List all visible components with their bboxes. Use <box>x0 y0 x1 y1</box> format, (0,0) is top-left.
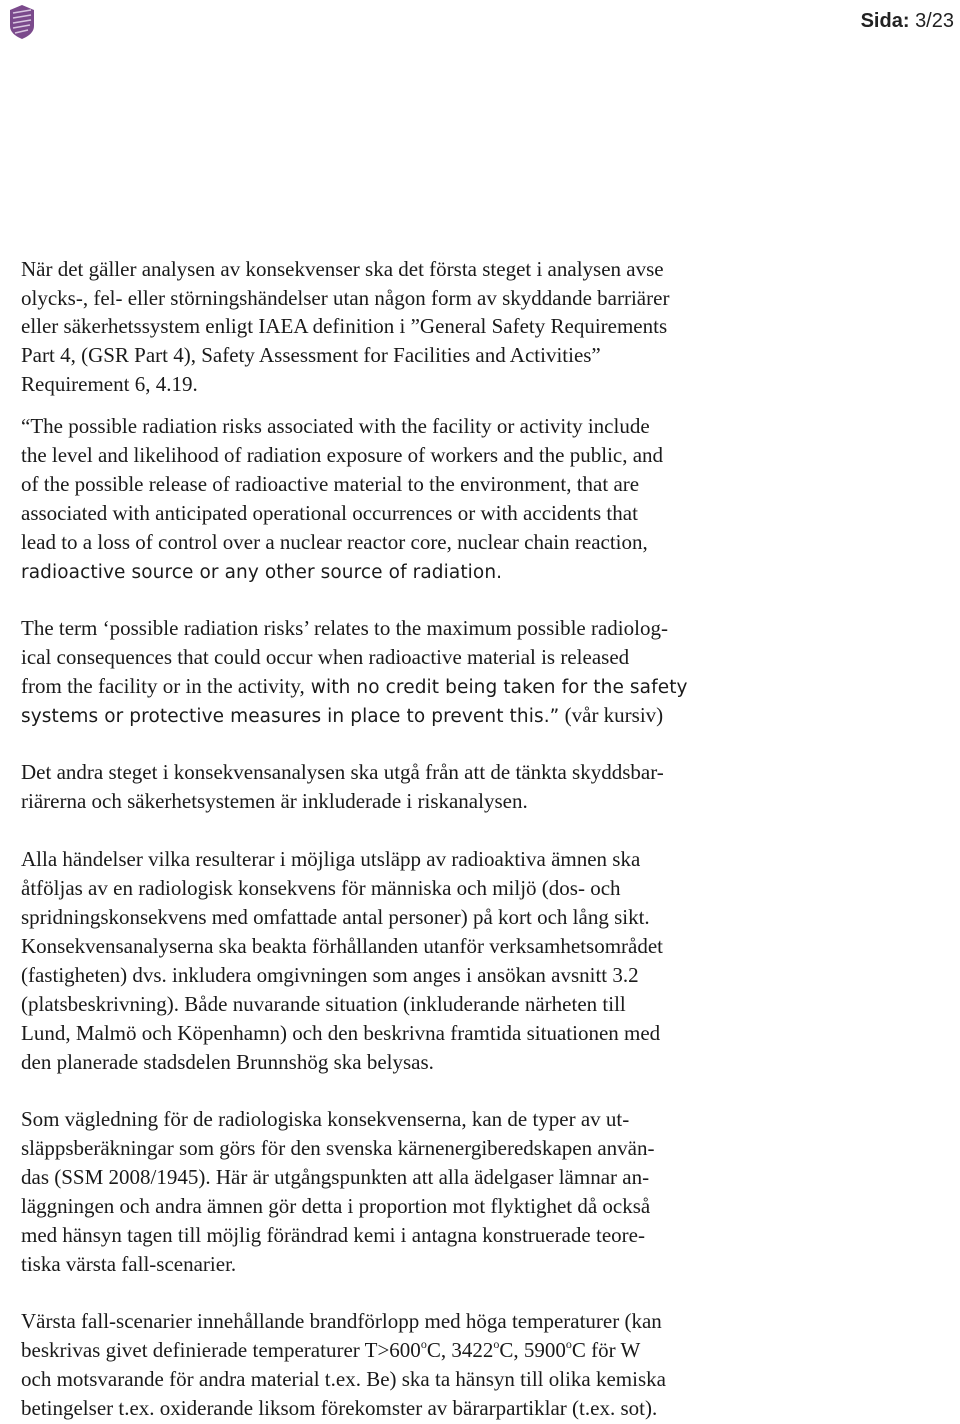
body-line: När det gäller analysen av konsekvenser ska det första steget i analysen avse <box>21 257 664 281</box>
quote-line: The term ‘possible radiation risks’ relates to the maximum possible radiolog- <box>21 616 668 640</box>
body-line: Konsekvensanalyserna ska beakta förhållanden utanför verksamhetsområdet <box>21 934 664 958</box>
quote-text: from the facility or in the activity, <box>21 674 305 698</box>
body-line: Part 4, (GSR Part 4), Safety Assessment for Facilities and Activities” <box>21 343 601 367</box>
quote-line: ical consequences that could occur when radioactive material is released <box>21 645 630 669</box>
italic-emphasis: systems or protective measures in place to prevent this.” <box>21 706 560 727</box>
shield-logo-icon <box>8 4 36 40</box>
body-line: betingelser t.ex. oxiderande liksom förekomster av bärarpartiklar (t.ex. sot). <box>21 1396 658 1420</box>
emphasis-note: (vår kursiv) <box>559 703 664 727</box>
italic-emphasis: with no credit being taken for the safety <box>304 677 688 698</box>
quote-line: “The possible radiation risks associated with the facility or activity include <box>21 414 650 438</box>
body-line: Det andra steget i konsekvensanalysen ska utgå från att de tänkta skyddsbar- <box>21 760 664 784</box>
quote-line <box>21 672 688 702</box>
quote-line: lead to a loss of control over a nuclear reactor core, nuclear chain reaction, <box>21 530 648 554</box>
body-line: läggningen och andra ämnen gör detta i proportion mot flyktighet då också <box>21 1194 651 1218</box>
body-line: Värsta fall-scenarier innehållande brandförlopp med höga temperaturer (kan <box>21 1309 662 1333</box>
quote-line: the level and likelihood of radiation exposure of workers and the public, and <box>21 443 664 467</box>
body-line: (platsbeskrivning). Både nuvarande situation (inkluderande närheten till <box>21 992 626 1016</box>
body-line: tiska värsta fall-scenarier. <box>21 1252 237 1276</box>
body-line: åtföljas av en radiologisk konsekvens för människa och miljö (dos- och <box>21 876 621 900</box>
temp-text: C för W <box>571 1338 641 1362</box>
body-line: eller säkerhetssystem enligt IAEA definition i ”General Safety Requirements <box>21 314 668 338</box>
degree-mark: o <box>493 1337 500 1351</box>
body-line: den planerade stadsdelen Brunnshög ska belysas. <box>21 1050 434 1074</box>
body-line: Som vägledning för de radiologiska konsekvenserna, kan de typer av ut- <box>21 1107 630 1131</box>
page-number <box>861 10 954 33</box>
quote-text: radioactive source or any other source of radiation. <box>21 562 503 583</box>
quote-line <box>21 701 663 731</box>
body-line: med hänsyn tagen till möjlig förändrad kemi i antagna konstruerade teore- <box>21 1223 645 1247</box>
temp-text: C, 3422 <box>426 1338 494 1362</box>
temp-text: C, 5900 <box>499 1338 566 1362</box>
quote-line: of the possible release of radioactive material to the environment, that are <box>21 472 640 496</box>
body-line: och motsvarande för andra material t.ex. Be) ska ta hänsyn till olika kemiska <box>21 1367 666 1391</box>
body-line: riärerna och säkerhetsystemen är inkluderade i riskanalysen. <box>21 789 528 813</box>
body-line: Lund, Malmö och Köpenhamn) och den beskrivna framtida situationen med <box>21 1021 661 1045</box>
degree-mark: o <box>420 1337 427 1351</box>
temp-text: beskrivas givet definierade temperaturer T>600 <box>21 1338 421 1362</box>
page-value: 3/23 <box>915 10 954 32</box>
body-line: Alla händelser vilka resulterar i möjliga utsläpp av radioaktiva ämnen ska <box>21 847 641 871</box>
body-line: spridningskonsekvens med omfattade antal personer) på kort och lång sikt. <box>21 905 650 929</box>
body-line: olycks-, fel- eller störningshändelser utan någon form av skyddande barriärer <box>21 286 670 310</box>
body-line-temperatures <box>21 1336 640 1365</box>
degree-mark: o <box>565 1337 572 1351</box>
body-line: släppsberäkningar som görs för den svenska kärnenergiberedskapen använ- <box>21 1136 655 1160</box>
quote-line <box>21 557 502 587</box>
body-line: Requirement 6, 4.19. <box>21 372 198 396</box>
quote-line: associated with anticipated operational occurrences or with accidents that <box>21 501 638 525</box>
page-label: Sida: <box>860 10 910 32</box>
body-line: (fastigheten) dvs. inkludera omgivningen som anges i ansökan avsnitt 3.2 <box>21 963 639 987</box>
body-line: das (SSM 2008/1945). Här är utgångspunkten att alla ädelgaser lämnar an- <box>21 1165 650 1189</box>
